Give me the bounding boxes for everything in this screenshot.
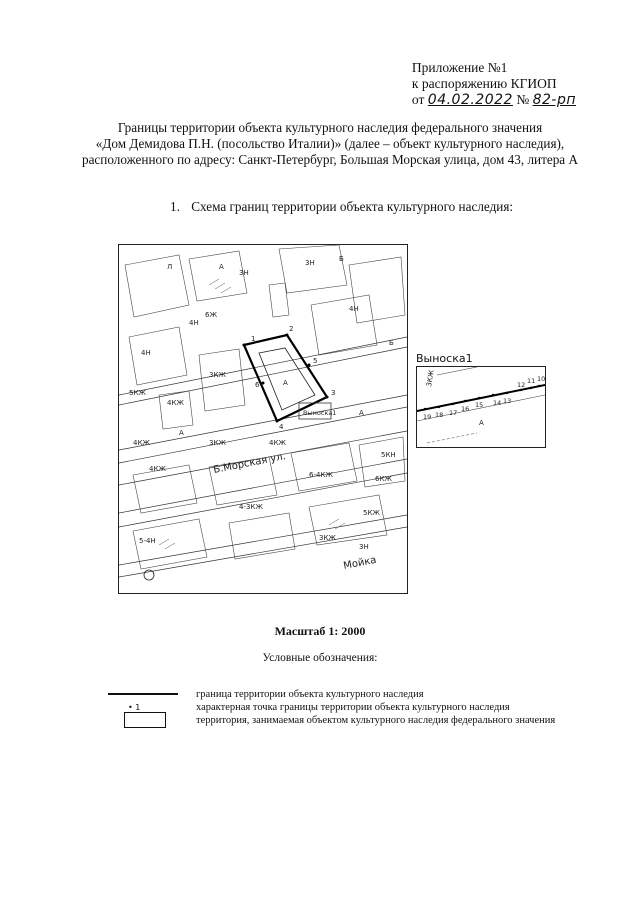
map-building-label: 3КЖ bbox=[319, 534, 336, 542]
annex-line1: Приложение №1 bbox=[411, 60, 508, 75]
map-building-label: 4КЖ bbox=[133, 439, 150, 447]
map-building-label: 4Н bbox=[349, 305, 359, 313]
map-point-label: 2 bbox=[289, 325, 294, 333]
map-building-label: 5КН bbox=[381, 451, 396, 459]
title-line3: расположенного по адресу: Санкт-Петербург, Большая Морская улица, дом 43, литера А bbox=[81, 152, 578, 167]
map-building-label: 5КЖ bbox=[363, 509, 380, 517]
territory-rect-symbol bbox=[108, 714, 178, 727]
legend-text: граница территории объекта культурного наследия bbox=[196, 689, 424, 700]
inset-point-label: 19 bbox=[423, 413, 432, 421]
map-point-label: 1 bbox=[251, 335, 256, 343]
inset-point-label: 11 bbox=[527, 377, 536, 385]
title-line1: Границы территории объекта культурного наследия федерального значения bbox=[117, 120, 543, 135]
map-building-label: 5-4Н bbox=[139, 537, 156, 545]
inset-map bbox=[416, 366, 546, 448]
map-building-label: 3КЖ bbox=[209, 439, 226, 447]
map-building-label: А bbox=[283, 379, 288, 387]
map-street-bottom: Мойка bbox=[342, 554, 378, 572]
legend-item-point bbox=[108, 701, 628, 714]
map-building-label: Б bbox=[339, 255, 344, 263]
map-building-label: 5КЖ bbox=[129, 389, 146, 397]
map-building-label: 4КЖ bbox=[167, 399, 184, 407]
title-line2: «Дом Демидова П.Н. (посольство Италии)» (далее – объект культурного наследия), bbox=[95, 136, 565, 151]
map-building-label: 6-4КЖ bbox=[309, 471, 333, 479]
annex-line2: к распоряжению КГИОП bbox=[411, 76, 557, 91]
inset-point-label: 10 bbox=[537, 375, 545, 383]
map-building-label: 3КЖ bbox=[209, 371, 226, 379]
map-building-label: 3Н bbox=[239, 269, 249, 277]
inset-title: Выноска1 bbox=[416, 352, 473, 365]
inset-point-label: 17 bbox=[449, 409, 458, 417]
map-building-label: Л bbox=[167, 263, 173, 271]
annex-number-sign: № bbox=[516, 92, 530, 107]
section-text: Схема границ территории объекта культурного наследия: bbox=[191, 199, 514, 214]
map-point-label: 5 bbox=[313, 357, 318, 365]
annex-date: 04.02.2022 bbox=[427, 92, 513, 108]
map-building-label: 6КЖ bbox=[375, 475, 392, 483]
point-symbol-text: • 1 bbox=[128, 703, 141, 712]
document-title bbox=[40, 120, 620, 168]
inset-point-label: 18 bbox=[435, 411, 444, 419]
map-building-label: 4КЖ bbox=[269, 439, 286, 447]
inset-point-label: 12 bbox=[517, 381, 526, 389]
annex-number: 82-рп bbox=[532, 92, 576, 108]
boundary-map bbox=[118, 244, 408, 594]
legend-title: Условные обозначения: bbox=[262, 652, 378, 664]
inset-point-label: 14 bbox=[493, 399, 502, 407]
map-building-label: 4Н bbox=[141, 349, 151, 357]
inset-drawing bbox=[417, 367, 545, 447]
section-heading bbox=[170, 199, 513, 215]
map-point-label: 4 bbox=[279, 423, 284, 431]
map-building-label: 6Ж bbox=[205, 311, 217, 319]
section-number: 1. bbox=[170, 199, 180, 214]
legend-text: территория, занимаемая объектом культурного наследия федерального значения bbox=[196, 715, 556, 726]
map-building-label: 3Н bbox=[359, 543, 369, 551]
inset-point-label: 16 bbox=[461, 405, 470, 413]
map-building-label: 4Н bbox=[189, 319, 199, 327]
map-building-label: 4-3КЖ bbox=[239, 503, 263, 511]
map-building-label: 4КЖ bbox=[149, 465, 166, 473]
boundary-line-symbol bbox=[108, 688, 178, 701]
inset-building-label: 3КЖ bbox=[425, 369, 436, 388]
annex-prefix: от bbox=[411, 92, 425, 107]
legend-text: характерная точка границы территории объекта культурного наследия bbox=[196, 702, 510, 713]
map-building-label: А bbox=[179, 429, 184, 437]
legend-item-boundary bbox=[108, 688, 628, 701]
map-drawing bbox=[119, 245, 407, 593]
map-building-label: А bbox=[359, 409, 364, 417]
annex-line3 bbox=[412, 92, 576, 108]
map-street-main: Б.Морская ул. bbox=[212, 451, 287, 476]
map-callout-label: Выноска1 bbox=[303, 409, 337, 417]
map-point-label: 6 bbox=[255, 381, 260, 389]
map-scale: Масштаб 1: 2000 bbox=[274, 624, 366, 638]
map-building-label: А bbox=[219, 263, 224, 271]
inset-building-label: А bbox=[479, 419, 484, 427]
legend-item-territory bbox=[108, 714, 628, 727]
inset-point-label: 15 bbox=[475, 401, 484, 409]
legend bbox=[108, 688, 628, 727]
inset-point-label: 13 bbox=[503, 397, 512, 405]
map-building-label: 3Н bbox=[305, 259, 315, 267]
map-point-label: 3 bbox=[331, 389, 336, 397]
map-building-label: Б bbox=[389, 339, 394, 347]
annex-block bbox=[412, 60, 576, 108]
